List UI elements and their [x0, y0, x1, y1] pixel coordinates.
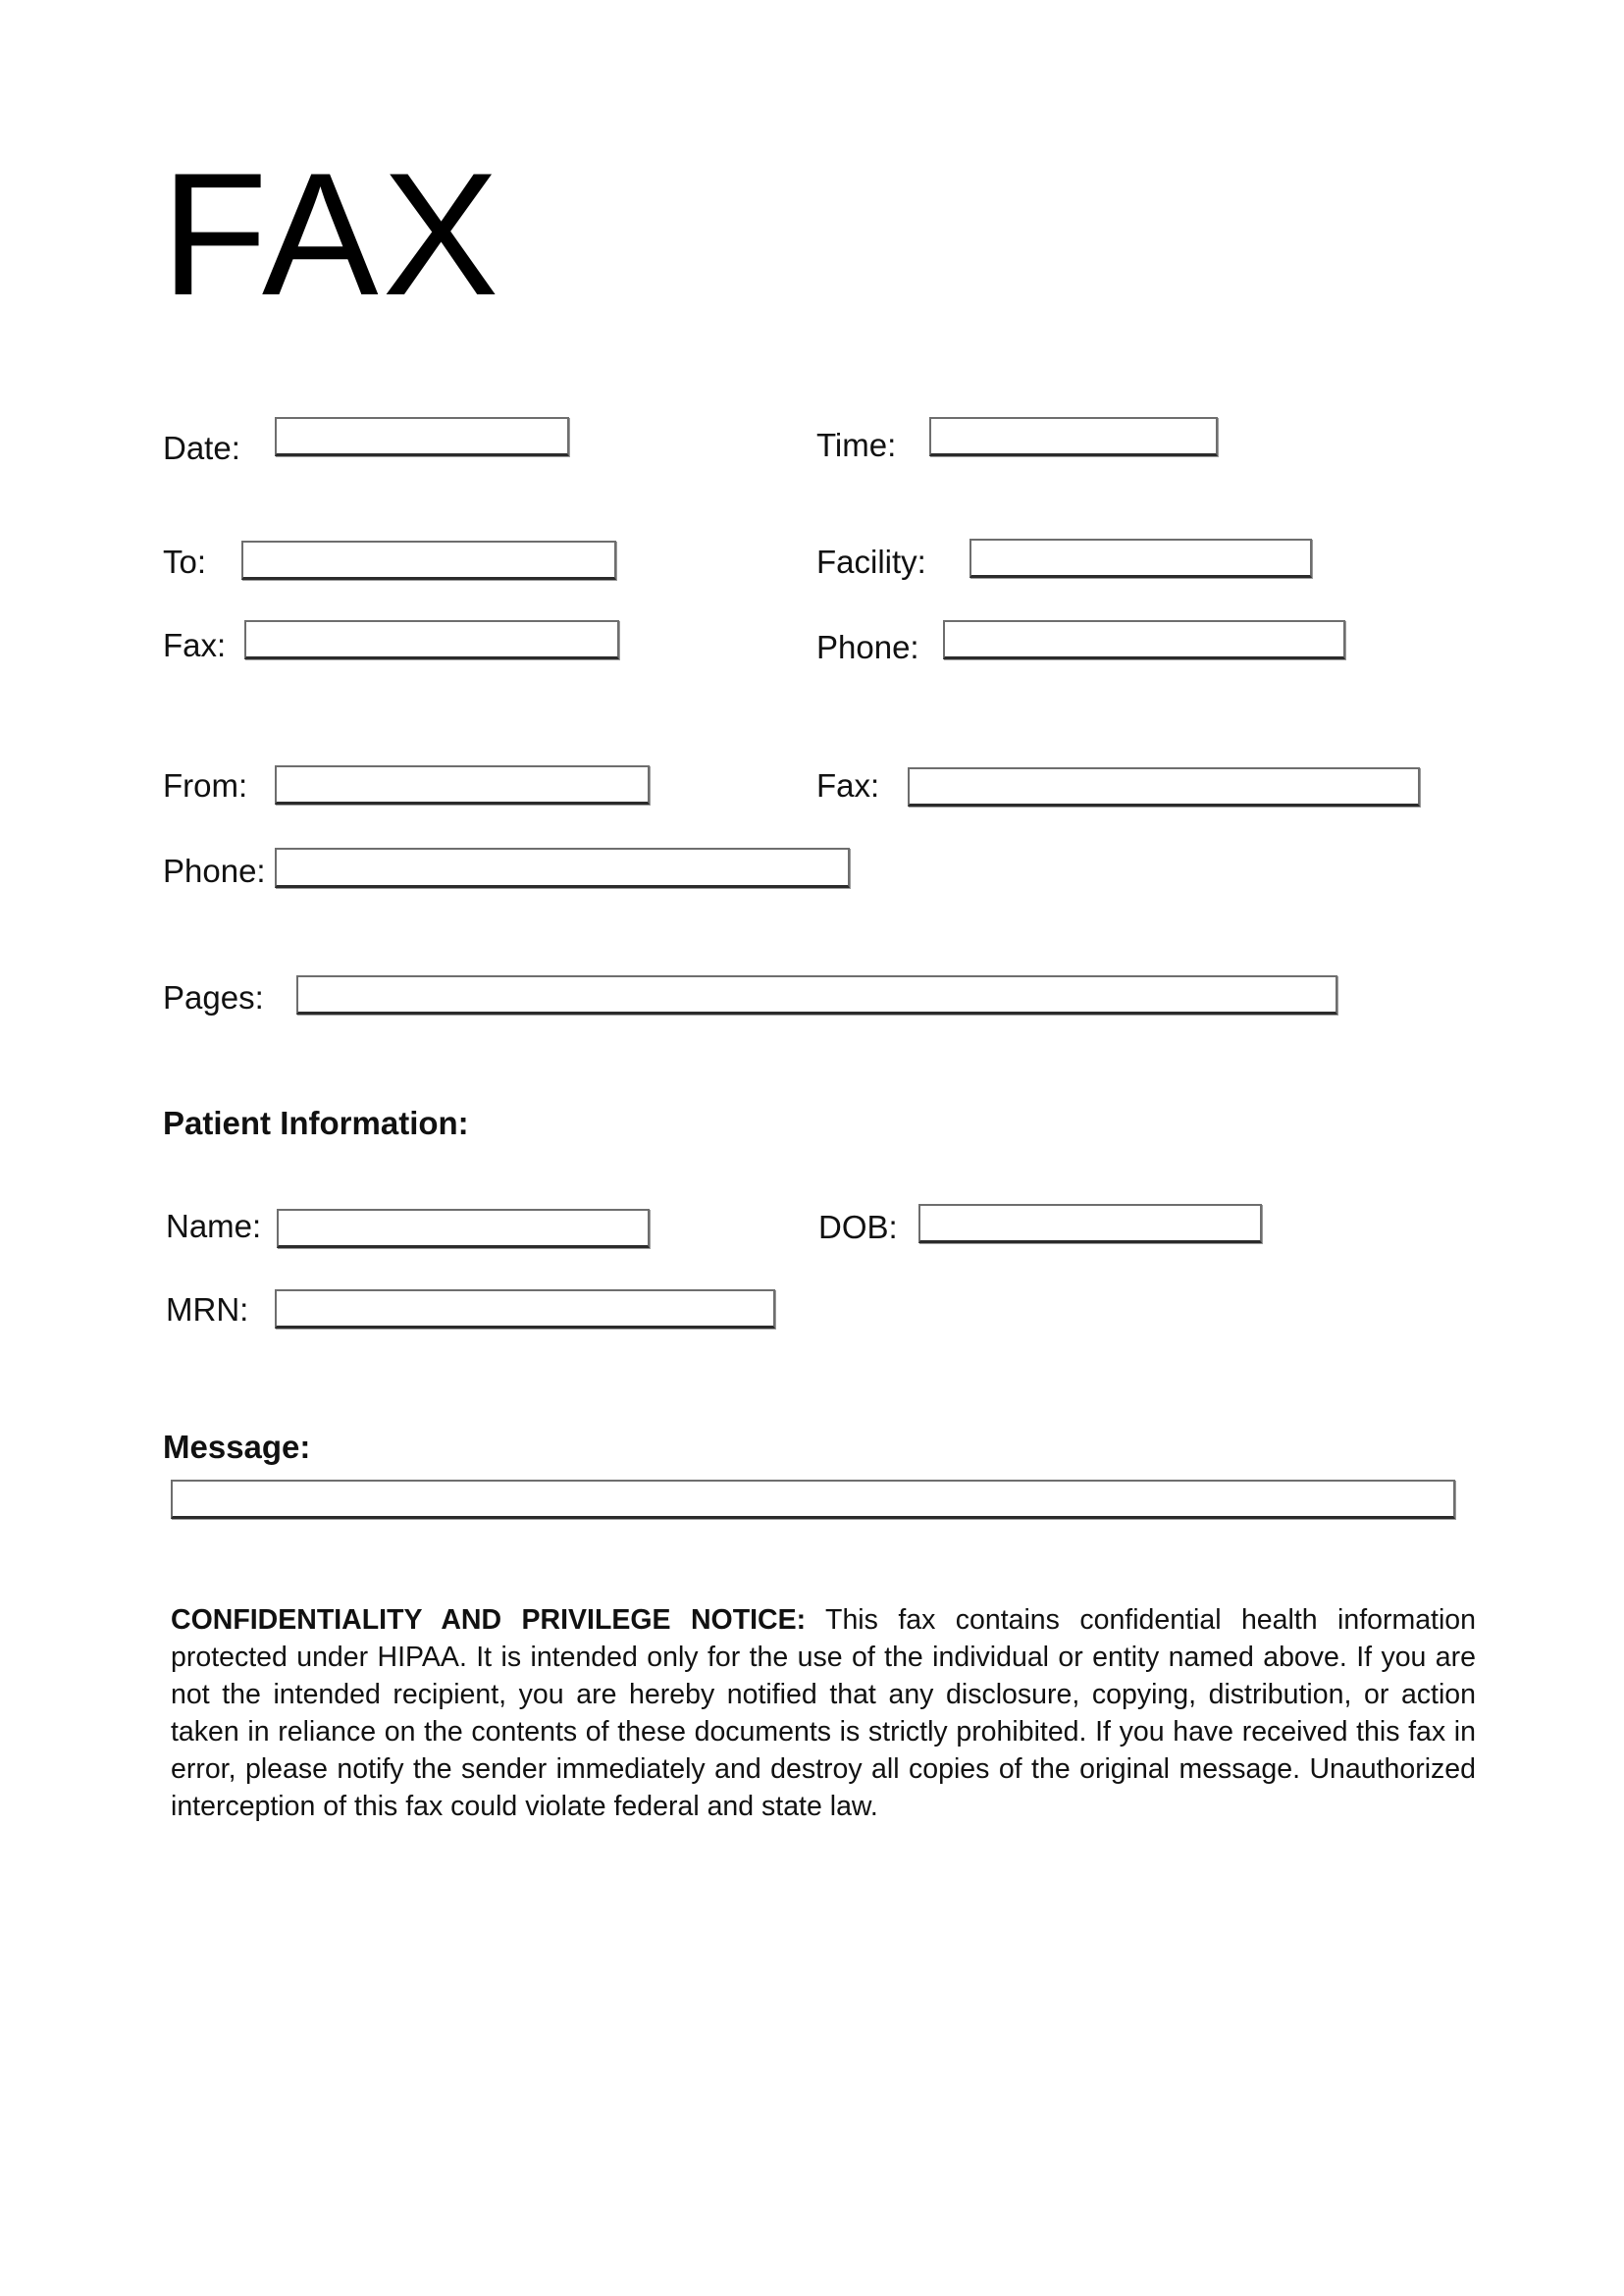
- facility-field[interactable]: [969, 539, 1312, 578]
- pages-field[interactable]: [296, 975, 1337, 1015]
- to-field[interactable]: [241, 541, 616, 580]
- mrn-label: MRN:: [166, 1291, 249, 1328]
- notice-heading: CONFIDENTIALITY AND PRIVILEGE NOTICE:: [171, 1604, 807, 1636]
- from-fax-label: Fax:: [816, 767, 880, 804]
- date-label: Date:: [163, 430, 240, 466]
- date-field[interactable]: [275, 417, 569, 456]
- from-field[interactable]: [275, 765, 650, 805]
- to-phone-field[interactable]: [943, 620, 1345, 659]
- facility-label: Facility:: [816, 544, 926, 580]
- message-heading: Message:: [163, 1429, 311, 1465]
- from-phone-field[interactable]: [275, 848, 850, 888]
- patient-name-field[interactable]: [277, 1209, 650, 1248]
- confidentiality-notice: [171, 1601, 1476, 1825]
- pages-label: Pages:: [163, 979, 264, 1016]
- patient-info-heading: Patient Information:: [163, 1105, 469, 1141]
- time-label: Time:: [816, 427, 897, 463]
- mrn-field[interactable]: [275, 1289, 775, 1329]
- notice-body: This fax contains confidential health information protected under HIPAA. It is intended only for the use of the individual or entity named above. If you are not the intended recipient, you are hereby notified that any disclosure, copying, distribution, or action taken in reliance on the contents of these documents is strictly prohibited. If you have received this fax in error, please notify the sender immediately and destroy all copies of the original message. Unauthorized interception of this fax could violate federal and state law.: [171, 1604, 1477, 1822]
- to-label: To:: [163, 544, 207, 580]
- to-fax-field[interactable]: [244, 620, 619, 659]
- message-field[interactable]: [171, 1480, 1455, 1519]
- from-phone-label: Phone:: [163, 853, 266, 889]
- dob-field[interactable]: [918, 1204, 1262, 1243]
- to-fax-label: Fax:: [163, 627, 227, 663]
- time-field[interactable]: [929, 417, 1218, 456]
- patient-name-label: Name:: [166, 1208, 262, 1244]
- from-label: From:: [163, 767, 248, 804]
- fax-title: FAX: [161, 136, 503, 332]
- to-phone-label: Phone:: [816, 629, 919, 665]
- dob-label: DOB:: [818, 1209, 898, 1245]
- from-fax-field[interactable]: [908, 767, 1420, 807]
